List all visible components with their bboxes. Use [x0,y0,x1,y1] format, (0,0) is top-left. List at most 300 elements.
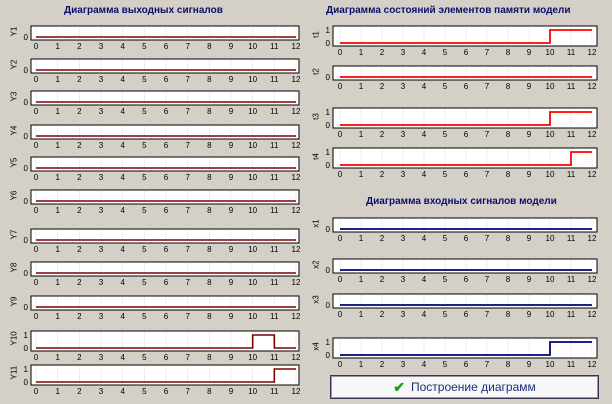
outputs-title: Диаграмма выходных сигналов [64,5,223,16]
plot-frame [31,26,299,40]
x-tick-label: 4 [120,173,125,182]
x-tick-label: 3 [400,234,406,243]
x-tick-label: 11 [566,48,576,57]
x-tick-label: 8 [207,206,212,215]
x-tick-label: 12 [587,82,597,91]
x-tick-label: 12 [587,310,597,319]
x-tick-label: 11 [270,206,279,215]
x-tick-label: 2 [379,234,385,243]
x-tick-label: 8 [505,310,511,319]
x-tick-label: 2 [77,75,82,84]
x-tick-label: 10 [248,141,258,150]
x-tick-label: 11 [566,170,576,179]
plot-frame [31,229,299,243]
x-tick-label: 3 [400,310,406,319]
x-tick-label: 6 [163,107,169,116]
x-tick-label: 0 [33,75,39,84]
x-tick-label: 0 [33,107,39,116]
x-tick-label: 3 [98,173,104,182]
x-tick-label: 4 [421,360,427,369]
x-tick-label: 1 [358,48,364,57]
x-tick-label: 8 [505,130,511,139]
x-tick-label: 0 [33,245,39,254]
x-tick-label: 1 [55,173,60,182]
x-tick-label: 7 [185,353,190,362]
x-tick-label: 12 [587,130,597,139]
x-tick-label: 12 [587,234,597,243]
x-tick-label: 11 [270,245,279,254]
x-tick-label: 1 [55,387,60,396]
x-tick-label: 11 [270,42,279,51]
x-tick-label: 11 [270,75,279,84]
series-label: t3 [311,113,321,120]
x-tick-label: 6 [163,206,169,215]
x-tick-label: 9 [228,387,234,396]
x-tick-label: 2 [77,245,82,254]
x-tick-label: 1 [55,42,60,51]
x-tick-label: 5 [142,206,147,215]
x-tick-label: 0 [33,278,39,287]
x-tick-label: 5 [142,245,147,254]
x-tick-label: 5 [142,173,147,182]
x-tick-label: 1 [358,234,364,243]
x-tick-label: 9 [526,48,532,57]
x-tick-label: 8 [207,245,212,254]
x-tick-label: 12 [291,245,301,254]
x-tick-label: 8 [207,353,212,362]
x-tick-label: 12 [587,275,597,284]
x-tick-label: 7 [185,42,190,51]
x-tick-label: 11 [566,82,576,91]
x-tick-label: 2 [379,130,385,139]
x-tick-label: 2 [77,387,82,396]
x-tick-label: 10 [248,353,258,362]
x-tick-label: 10 [248,42,258,51]
x-tick-label: 1 [55,75,60,84]
x-tick-label: 4 [120,206,125,215]
series-label: x4 [311,342,321,351]
y-tick-label: 1 [325,148,330,157]
x-tick-label: 6 [463,234,469,243]
x-tick-label: 8 [505,82,511,91]
y-tick-label: 0 [325,121,330,130]
x-tick-label: 0 [33,141,39,150]
x-tick-label: 3 [400,130,406,139]
x-tick-label: 6 [463,360,469,369]
y-tick-label: 0 [325,266,330,275]
x-tick-label: 5 [142,141,147,150]
x-tick-label: 1 [358,170,364,179]
x-tick-label: 1 [55,278,60,287]
x-tick-label: 5 [442,310,448,319]
y-tick-label: 0 [325,351,330,360]
x-tick-label: 8 [207,75,212,84]
x-tick-label: 5 [142,387,147,396]
x-tick-label: 3 [400,170,406,179]
x-tick-label: 3 [98,312,104,321]
x-tick-label: 0 [33,206,39,215]
y-tick-label: 1 [325,26,330,35]
x-tick-label: 4 [120,278,125,287]
y-tick-label: 0 [23,269,28,278]
x-tick-label: 5 [142,42,147,51]
x-tick-label: 0 [337,82,343,91]
x-tick-label: 9 [228,173,234,182]
x-tick-label: 10 [545,48,555,57]
x-tick-label: 5 [142,107,147,116]
x-tick-label: 4 [421,170,427,179]
series-label: x1 [311,219,321,228]
x-tick-label: 9 [228,278,234,287]
x-tick-label: 12 [291,173,301,182]
y-tick-label: 0 [23,197,28,206]
series-label: x2 [311,260,321,269]
x-tick-label: 2 [379,310,385,319]
x-tick-label: 9 [526,170,532,179]
x-tick-label: 6 [163,75,169,84]
series-label: Y7 [9,229,19,240]
x-tick-label: 9 [228,312,234,321]
x-tick-label: 6 [463,170,469,179]
x-tick-label: 10 [545,360,555,369]
y-tick-label: 0 [23,132,28,141]
x-tick-label: 3 [98,245,104,254]
x-tick-label: 2 [379,48,385,57]
x-tick-label: 10 [545,275,555,284]
x-tick-label: 6 [163,141,169,150]
x-tick-label: 1 [358,275,364,284]
x-tick-label: 12 [291,75,301,84]
x-tick-label: 6 [163,387,169,396]
y-tick-label: 1 [23,365,28,374]
x-tick-label: 6 [463,275,469,284]
x-tick-label: 9 [228,353,234,362]
x-tick-label: 5 [442,360,448,369]
x-tick-label: 2 [379,82,385,91]
x-tick-label: 2 [77,353,82,362]
x-tick-label: 7 [185,245,190,254]
x-tick-label: 12 [291,278,301,287]
x-tick-label: 5 [142,75,147,84]
x-tick-label: 11 [566,310,576,319]
x-tick-label: 6 [463,310,469,319]
x-tick-label: 1 [55,107,60,116]
x-tick-label: 1 [358,130,364,139]
build-diagrams-button[interactable] [331,376,598,398]
x-tick-label: 4 [421,130,427,139]
y-tick-label: 0 [325,161,330,170]
x-tick-label: 5 [442,170,448,179]
memory-title: Диаграмма состояний элементов памяти модели [326,5,571,16]
x-tick-label: 5 [142,312,147,321]
x-tick-label: 1 [55,245,60,254]
x-tick-label: 4 [120,387,125,396]
x-tick-label: 5 [442,48,448,57]
x-tick-label: 9 [228,75,234,84]
x-tick-label: 10 [248,387,258,396]
x-tick-label: 6 [463,82,469,91]
plot-frame [31,262,299,276]
plot-frame [31,59,299,73]
x-tick-label: 1 [358,82,364,91]
y-tick-label: 0 [23,33,28,42]
series-label: t1 [311,31,321,38]
x-tick-label: 7 [185,75,190,84]
series-label: Y10 [9,331,19,346]
y-tick-label: 0 [23,164,28,173]
series-label: Y8 [9,262,19,273]
x-tick-label: 4 [421,310,427,319]
x-tick-label: 5 [442,234,448,243]
x-tick-label: 11 [270,107,279,116]
x-tick-label: 0 [337,310,343,319]
series-label: Y6 [9,190,19,201]
x-tick-label: 8 [505,360,511,369]
build-diagrams-label: Построение диаграмм [410,380,536,394]
x-tick-label: 11 [566,234,576,243]
y-tick-label: 0 [23,236,28,245]
x-tick-label: 7 [484,275,490,284]
x-tick-label: 10 [545,82,555,91]
x-tick-label: 4 [120,312,125,321]
x-tick-label: 12 [291,353,301,362]
x-tick-label: 6 [163,42,169,51]
x-tick-label: 10 [545,234,555,243]
x-tick-label: 2 [77,42,82,51]
x-tick-label: 11 [270,173,279,182]
x-tick-label: 5 [442,130,448,139]
x-tick-label: 2 [77,173,82,182]
x-tick-label: 3 [400,275,406,284]
x-tick-label: 8 [505,48,511,57]
x-tick-label: 9 [228,141,234,150]
x-tick-label: 11 [270,353,279,362]
series-label: Y2 [9,59,19,70]
x-tick-label: 4 [120,353,125,362]
x-tick-label: 0 [337,130,343,139]
x-tick-label: 9 [526,130,532,139]
x-tick-label: 8 [505,170,511,179]
x-tick-label: 4 [421,48,427,57]
series-label: x3 [311,295,321,304]
x-tick-label: 0 [337,275,343,284]
x-tick-label: 1 [55,353,60,362]
x-tick-label: 8 [207,278,212,287]
x-tick-label: 2 [379,360,385,369]
x-tick-label: 9 [526,310,532,319]
series-label: Y11 [9,365,19,380]
x-tick-label: 2 [379,275,385,284]
x-tick-label: 4 [421,82,427,91]
x-tick-label: 4 [120,141,125,150]
x-tick-label: 9 [228,245,234,254]
y-tick-label: 1 [325,108,330,117]
x-tick-label: 6 [463,48,469,57]
x-tick-label: 8 [505,275,511,284]
x-tick-label: 12 [587,360,597,369]
series-label: t2 [311,68,321,75]
x-tick-label: 12 [587,48,597,57]
x-tick-label: 0 [337,234,343,243]
x-tick-label: 3 [98,206,104,215]
x-tick-label: 2 [77,141,82,150]
x-tick-label: 3 [98,107,104,116]
x-tick-label: 7 [484,130,490,139]
x-tick-label: 10 [545,170,555,179]
series-label: Y5 [9,157,19,168]
x-tick-label: 4 [421,234,427,243]
x-tick-label: 9 [228,206,234,215]
x-tick-label: 6 [163,353,169,362]
x-tick-label: 0 [33,353,39,362]
x-tick-label: 11 [270,312,279,321]
x-tick-label: 10 [545,310,555,319]
x-tick-label: 8 [207,173,212,182]
y-tick-label: 0 [23,344,28,353]
x-tick-label: 9 [228,107,234,116]
x-tick-label: 0 [337,360,343,369]
x-tick-label: 6 [463,130,469,139]
x-tick-label: 0 [33,173,39,182]
x-tick-label: 12 [291,141,301,150]
x-tick-label: 2 [379,170,385,179]
x-tick-label: 12 [291,387,301,396]
x-tick-label: 10 [248,75,258,84]
x-tick-label: 7 [185,107,190,116]
x-tick-label: 8 [207,42,212,51]
series-label: Y1 [9,26,19,37]
x-tick-label: 8 [505,234,511,243]
x-tick-label: 6 [163,173,169,182]
x-tick-label: 10 [248,173,258,182]
x-tick-label: 12 [291,42,301,51]
series-label: Y4 [9,125,19,136]
x-tick-label: 3 [98,75,104,84]
y-tick-label: 0 [23,66,28,75]
plot-frame [31,190,299,204]
y-tick-label: 1 [325,338,330,347]
x-tick-label: 3 [98,141,104,150]
x-tick-label: 8 [207,387,212,396]
x-tick-label: 0 [33,42,39,51]
x-tick-label: 4 [120,75,125,84]
x-tick-label: 0 [337,48,343,57]
x-tick-label: 4 [120,107,125,116]
x-tick-label: 10 [248,278,258,287]
series-label: Y3 [9,91,19,102]
x-tick-label: 9 [526,275,532,284]
x-tick-label: 7 [185,173,190,182]
x-tick-label: 7 [484,48,490,57]
y-tick-label: 0 [325,301,330,310]
x-tick-label: 2 [77,206,82,215]
x-tick-label: 12 [587,170,597,179]
y-tick-label: 0 [325,73,330,82]
inputs-title: Диаграмма входных сигналов модели [366,196,557,207]
x-tick-label: 11 [566,130,576,139]
series-label: t4 [311,153,321,160]
x-tick-label: 9 [526,234,532,243]
x-tick-label: 2 [77,278,82,287]
x-tick-label: 12 [291,206,301,215]
y-tick-label: 0 [325,225,330,234]
x-tick-label: 0 [33,312,39,321]
x-tick-label: 3 [98,353,104,362]
x-tick-label: 7 [185,206,190,215]
y-tick-label: 0 [23,303,28,312]
x-tick-label: 0 [337,170,343,179]
x-tick-label: 8 [207,107,212,116]
x-tick-label: 0 [33,387,39,396]
plot-frame [31,125,299,139]
series-label: Y9 [9,296,19,307]
x-tick-label: 3 [400,82,406,91]
plot-frame [31,91,299,105]
x-tick-label: 6 [163,312,169,321]
x-tick-label: 5 [442,275,448,284]
x-tick-label: 5 [142,353,147,362]
x-tick-label: 9 [228,42,234,51]
x-tick-label: 3 [98,42,104,51]
y-tick-label: 1 [23,331,28,340]
x-tick-label: 7 [484,170,490,179]
x-tick-label: 6 [163,245,169,254]
x-tick-label: 11 [566,275,576,284]
x-tick-label: 7 [484,82,490,91]
x-tick-label: 9 [526,82,532,91]
x-tick-label: 7 [185,278,190,287]
x-tick-label: 7 [484,234,490,243]
x-tick-label: 10 [248,312,258,321]
x-tick-label: 10 [248,206,258,215]
plot-frame [31,157,299,171]
x-tick-label: 7 [484,360,490,369]
x-tick-label: 3 [400,48,406,57]
y-tick-label: 0 [325,39,330,48]
x-tick-label: 4 [120,42,125,51]
plot-frame [31,296,299,310]
check-icon: ✔ [393,378,405,395]
x-tick-label: 4 [421,275,427,284]
x-tick-label: 4 [120,245,125,254]
x-tick-label: 11 [270,278,279,287]
x-tick-label: 10 [248,245,258,254]
y-tick-label: 0 [23,378,28,387]
x-tick-label: 12 [291,107,301,116]
x-tick-label: 7 [185,141,190,150]
x-tick-label: 3 [400,360,406,369]
x-tick-label: 1 [55,312,60,321]
x-tick-label: 11 [270,141,279,150]
x-tick-label: 6 [163,278,169,287]
x-tick-label: 11 [566,360,576,369]
x-tick-label: 10 [545,130,555,139]
x-tick-label: 3 [98,278,104,287]
x-tick-label: 11 [270,387,279,396]
x-tick-label: 5 [142,278,147,287]
x-tick-label: 2 [77,107,82,116]
x-tick-label: 5 [442,82,448,91]
x-tick-label: 7 [484,310,490,319]
x-tick-label: 10 [248,107,258,116]
x-tick-label: 2 [77,312,82,321]
x-tick-label: 7 [185,387,190,396]
x-tick-label: 3 [98,387,104,396]
x-tick-label: 8 [207,141,212,150]
x-tick-label: 8 [207,312,212,321]
x-tick-label: 1 [358,310,364,319]
x-tick-label: 1 [358,360,364,369]
